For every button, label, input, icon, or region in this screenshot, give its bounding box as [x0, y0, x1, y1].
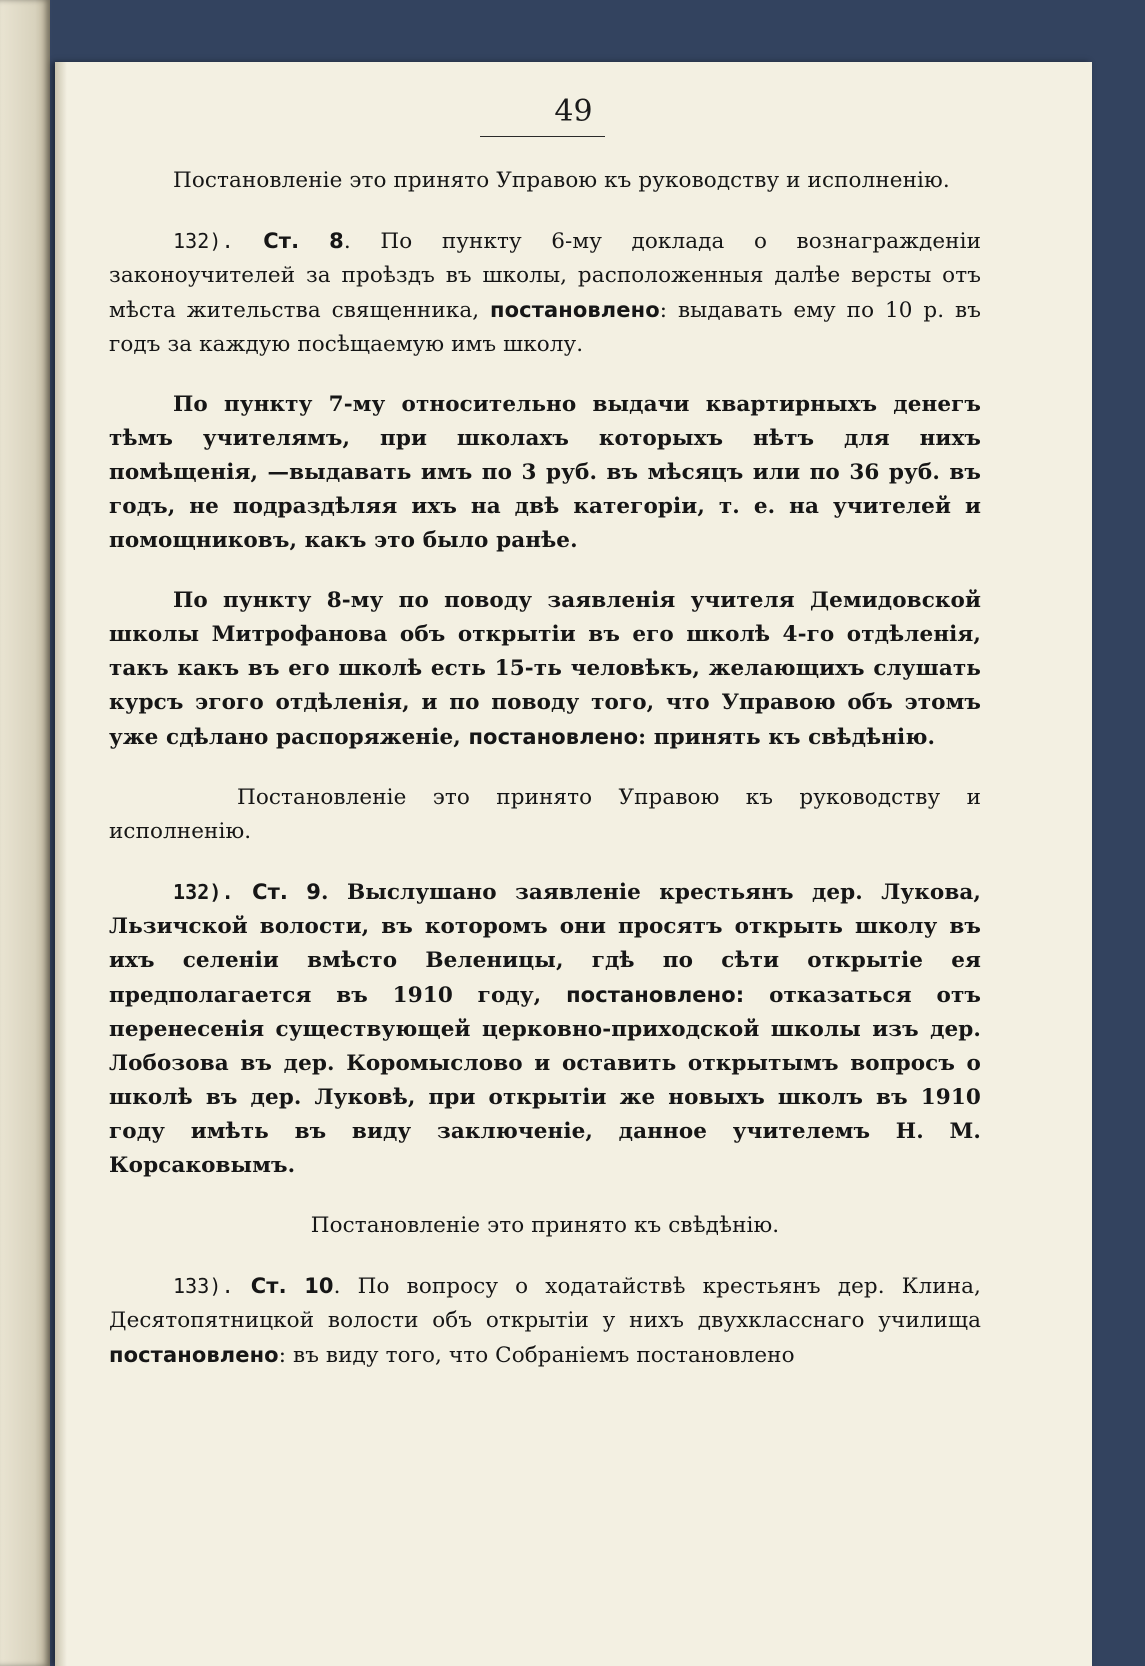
- resolution-text: Постановленіе это принято къ свѣдѣнію.: [310, 1213, 780, 1238]
- document-page: [55, 62, 1092, 1666]
- resolution-keyword: постановлено: [490, 298, 660, 322]
- resolution-keyword: постановлено:: [566, 983, 745, 1007]
- previous-page-edge: [0, 0, 50, 1666]
- paragraph-text: По пункту 8-му по поводу заявленія учителя Демидовской школы Митрофанова объ открытіи въ его школѣ 4-го отдѣленія, такъ какъ въ его школѣ есть 15-ть человѣкъ, желающихъ слушать курсъ эгого отдѣленія, и по поводу того, что Управою объ этомъ уже сдѣлано распоряженіе,: [109, 588, 981, 750]
- paragraph-text: : принять къ свѣдѣнію.: [638, 725, 936, 750]
- resolution-text: Постановленіе это принято Управою къ руководству и исполненію.: [109, 785, 981, 844]
- page-number: 49: [554, 94, 593, 129]
- resolution-paragraph-1: [109, 164, 981, 198]
- point-8-paragraph: [109, 584, 981, 755]
- article-label: Ст. 8: [263, 229, 344, 253]
- item-132-st8-paragraph: [109, 224, 981, 362]
- page-number-rule: [480, 136, 605, 137]
- item-132-st9-paragraph: [109, 875, 981, 1183]
- resolution-keyword: постановлено: [468, 725, 639, 749]
- paragraph-text: отказаться отъ перенесенія существующей церковно-приходской школы изъ дер. Лобозова въ дер. Коромыслово и оставить открытымъ вопросъ о школѣ въ дер. Луковѣ, при открытіи же новыхъ школъ въ 1910 году имѣть въ виду заключеніе, данное учителемъ Н. М. Корсаковымъ.: [109, 983, 981, 1178]
- resolution-paragraph-2: [109, 781, 981, 849]
- article-label: Ст. 10: [250, 1274, 334, 1298]
- paragraph-text: : въ виду того, что Собраніемъ постановлено: [278, 1343, 795, 1368]
- paragraph-text: . По вопросу о ходатайствѣ крестьянъ дер. Клина, Десятопятницкой волости объ открытіи у нихъ двухкласснаго училища: [109, 1274, 981, 1333]
- resolution-paragraph-3: [109, 1209, 981, 1243]
- item-133-st10-paragraph: [109, 1269, 981, 1373]
- item-number: 133).: [173, 1274, 234, 1298]
- item-number: 132).: [173, 880, 234, 904]
- resolution-keyword: постановлено: [109, 1343, 279, 1367]
- paragraph-text: : выдавать ему по 10 р. въ годъ за каждую посѣщаемую имъ школу.: [109, 298, 981, 357]
- point-7-paragraph: [109, 388, 981, 558]
- paragraph-text: По пункту 7-му относительно выдачи квартирныхъ денегъ тѣмъ учителямъ, при школахъ которыхъ нѣтъ для нихъ помѣщенія, —выдавать имъ по 3 руб. въ мѣсяцъ или по 36 руб. въ годъ, не подраздѣляя ихъ на двѣ категоріи, т. е. на учителей и помощниковъ, какъ это было ранѣе.: [109, 392, 981, 553]
- resolution-text: Постановленіе это принято Управою къ руководству и исполненію.: [173, 168, 950, 193]
- page-text: [109, 164, 981, 1373]
- article-label: Ст. 9: [252, 880, 321, 904]
- paragraph-text: . По пункту 6-му доклада о вознагражденіи законоучителей за проѣздъ въ школы, расположенныя далѣе версты отъ мѣста жительства священника,: [109, 229, 981, 323]
- paragraph-text: . Выслушано заявленіе крестьянъ дер. Лукова, Льзичской волости, въ которомъ они просятъ открыть школу въ ихъ селеніи вмѣсто Веленицы, гдѣ по сѣти открытіе ея предполагается въ 1910 году,: [109, 880, 981, 1008]
- item-number: 132).: [173, 229, 234, 253]
